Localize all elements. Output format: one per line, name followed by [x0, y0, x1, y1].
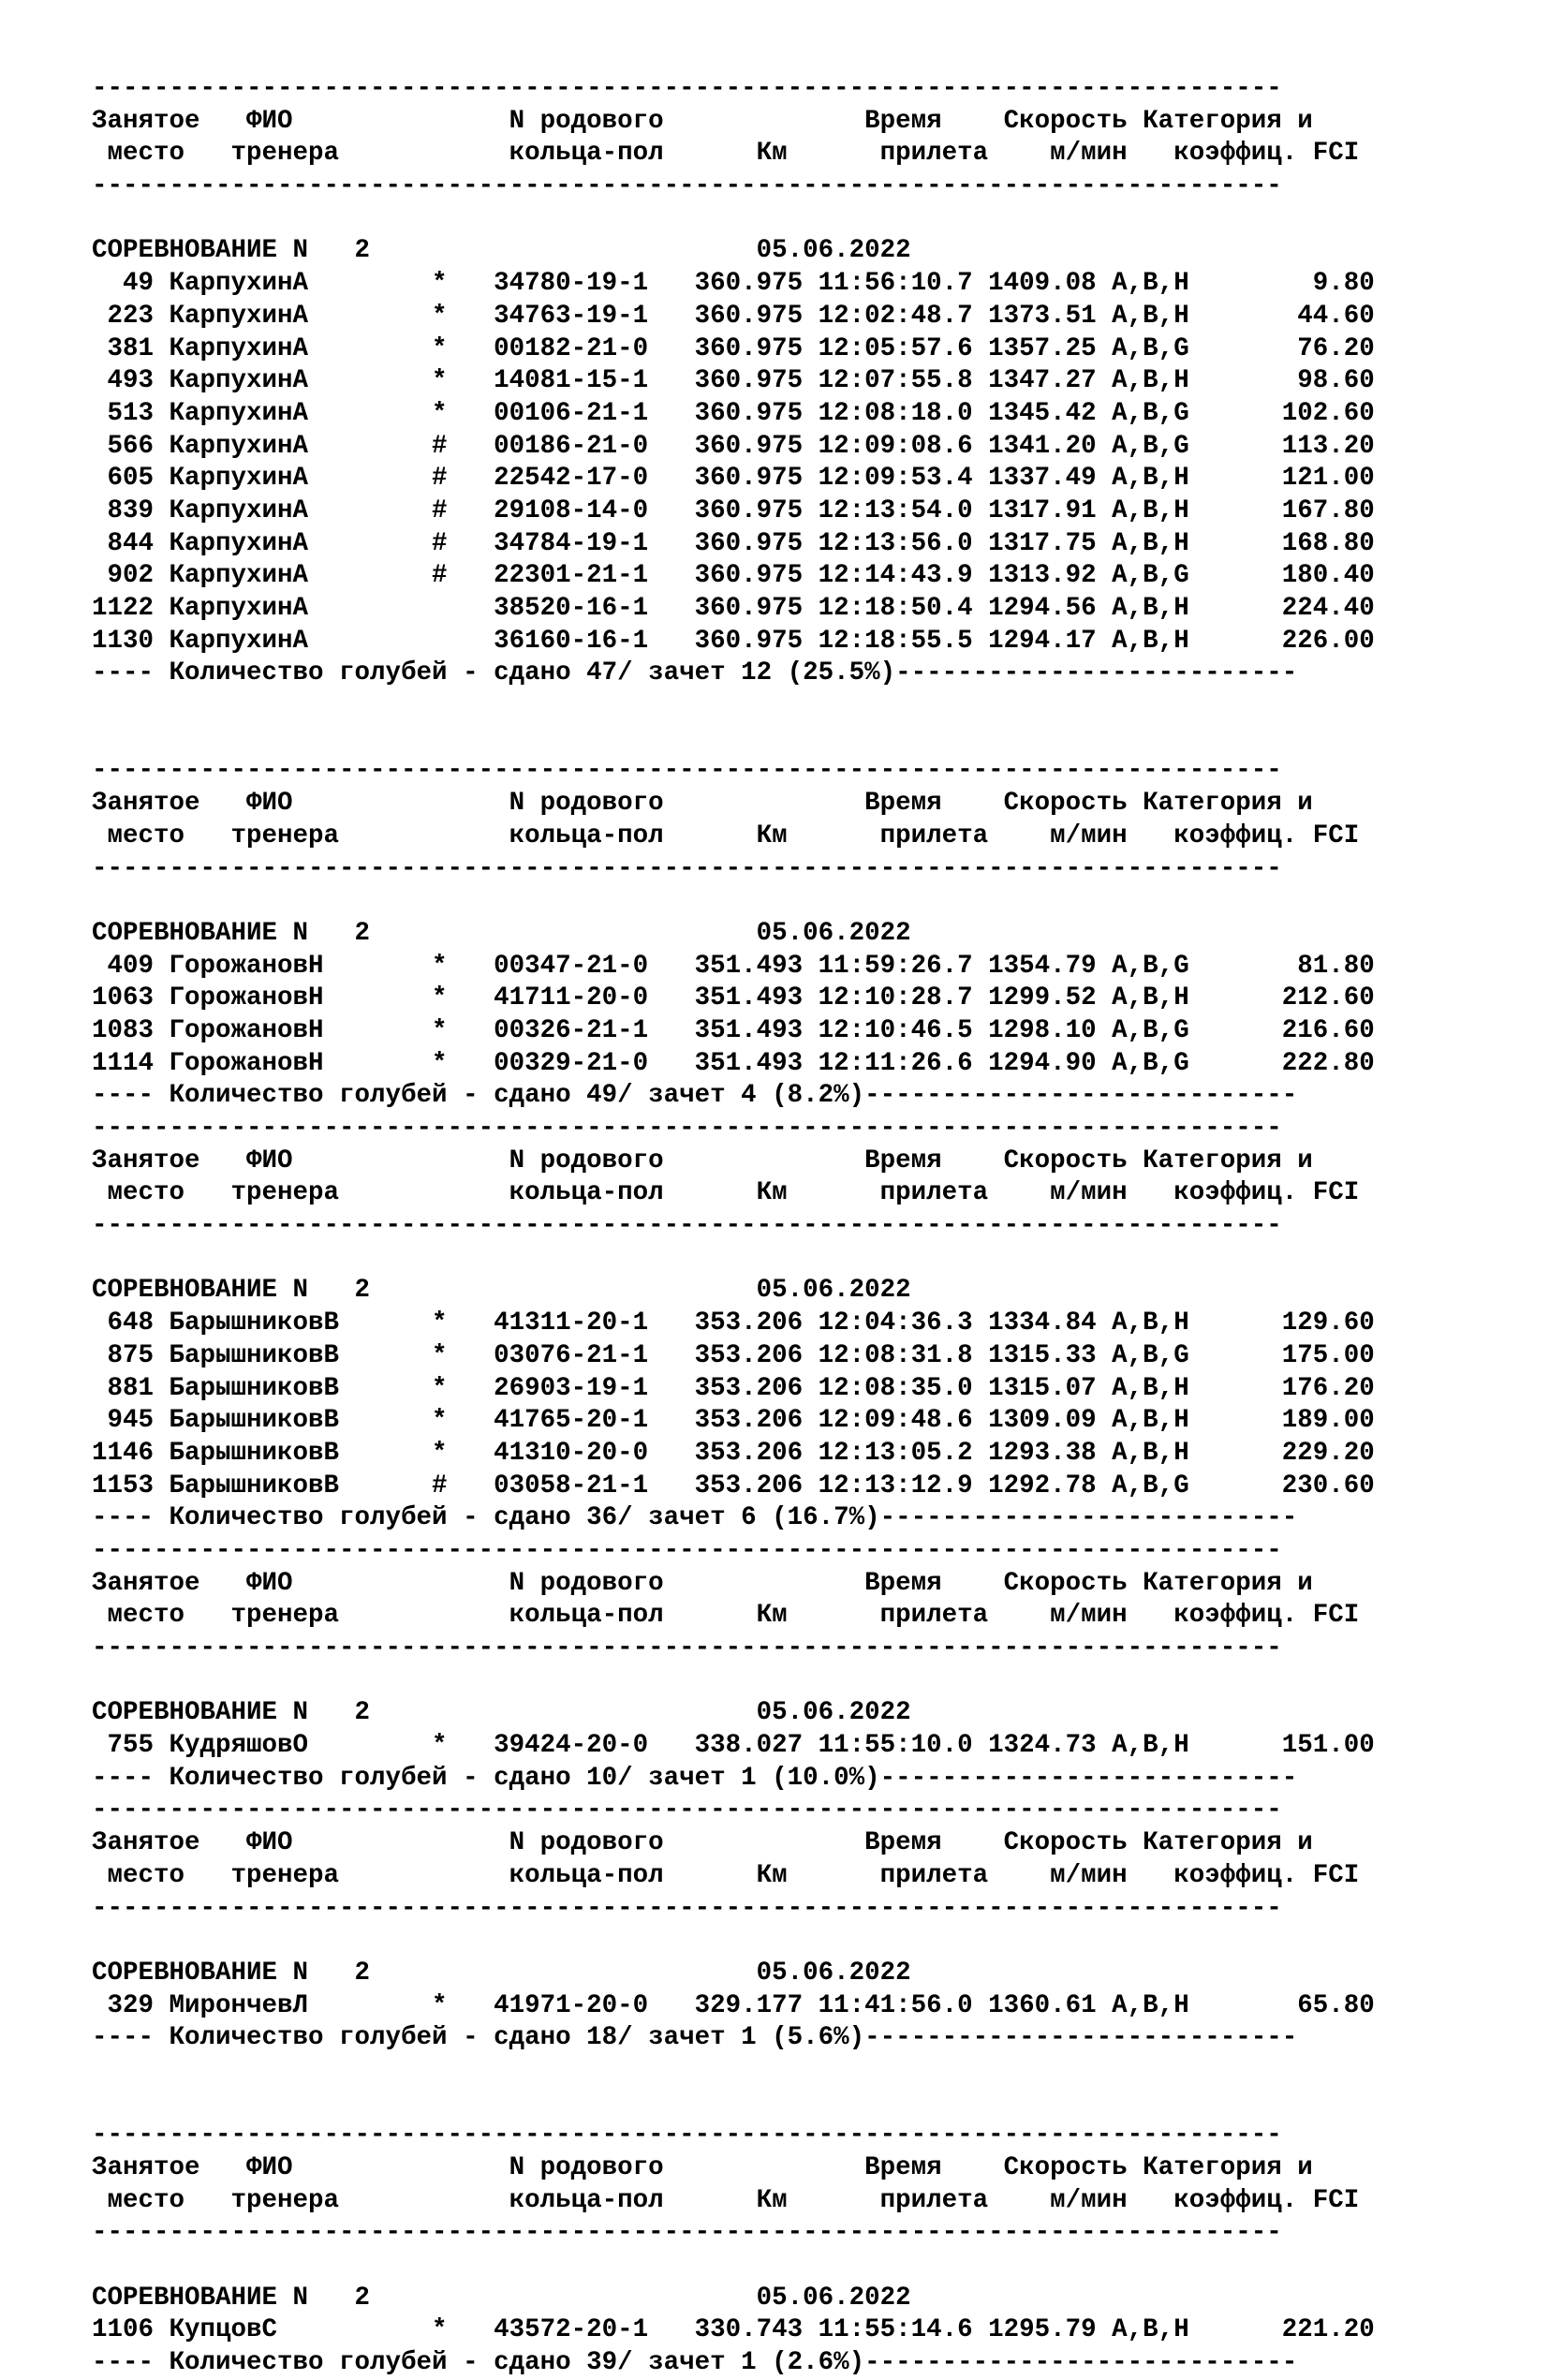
result-row: 945 БарышниковВ * 41765-20-1 353.206 12:09:48.6 1309.09 A,B,H 189.00	[92, 1406, 1375, 1436]
blank-line	[92, 203, 1375, 236]
section-summary: ---- Количество голубей - сдано 10/ зачет 1 (10.0%)---------------------------	[92, 1763, 1298, 1793]
blank-line	[92, 1925, 1375, 1958]
blank-line	[92, 885, 1375, 918]
result-row: 329 МирончевЛ * 41971-20-0 329.177 11:41:56.0 1360.61 A,B,H 65.80	[92, 1990, 1375, 2020]
result-row: 755 КудряшовО * 39424-20-0 338.027 11:55:10.0 1324.73 A,B,H 151.00	[92, 1731, 1375, 1761]
result-row: 1153 БарышниковВ # 03058-21-1 353.206 12:13:12.9 1292.78 A,B,G 230.60	[92, 1471, 1375, 1500]
blank-line	[92, 2250, 1375, 2283]
result-row: 513 КарпухинА * 00106-21-1 360.975 12:08:18.0 1345.42 A,B,G 102.60	[92, 398, 1375, 428]
results-report	[92, 73, 1375, 2380]
result-row: 381 КарпухинА * 00182-21-0 360.975 12:05:57.6 1357.25 A,B,G 76.20	[92, 333, 1375, 363]
result-row: 605 КарпухинА # 22542-17-0 360.975 12:09:53.4 1337.49 A,B,H 121.00	[92, 464, 1375, 494]
section-summary: ---- Количество голубей - сдано 39/ зачет 1 (2.6%)----------------------------	[92, 2348, 1298, 2378]
result-row: 1063 ГорожановН * 41711-20-0 351.493 12:10:28.7 1299.52 A,B,H 212.60	[92, 983, 1375, 1013]
section-summary: ---- Количество голубей - сдано 47/ зачет 12 (25.5%)--------------------------	[92, 658, 1298, 688]
column-header-row-2: место тренера кольца-пол Км прилета м/мин коэффиц. FCI	[92, 1178, 1360, 1208]
blank-line	[92, 1665, 1375, 1698]
separator-line: -----------------------------------------------------------------------------	[92, 2218, 1282, 2248]
competition-title: СОРЕВНОВАНИЕ N 2 05.06.2022	[92, 1698, 911, 1728]
competition-title: СОРЕВНОВАНИЕ N 2 05.06.2022	[92, 918, 911, 948]
result-row: 881 БарышниковВ * 26903-19-1 353.206 12:08:35.0 1315.07 A,B,H 176.20	[92, 1373, 1375, 1403]
column-header-row-2: место тренера кольца-пол Км прилета м/мин коэффиц. FCI	[92, 1601, 1360, 1631]
result-row: 1114 ГорожановН * 00329-21-0 351.493 12:11:26.6 1294.90 A,B,G 222.80	[92, 1048, 1375, 1078]
result-row: 493 КарпухинА * 14081-15-1 360.975 12:07:55.8 1347.27 A,B,H 98.60	[92, 366, 1375, 396]
separator-line: -----------------------------------------------------------------------------	[92, 1893, 1282, 1923]
result-row: 902 КарпухинА # 22301-21-1 360.975 12:14:43.9 1313.92 A,B,G 180.40	[92, 561, 1375, 591]
separator-line: -----------------------------------------------------------------------------	[92, 1633, 1282, 1663]
result-row: 1130 КарпухинА 36160-16-1 360.975 12:18:55.5 1294.17 A,B,H 226.00	[92, 626, 1375, 656]
section-summary: ---- Количество голубей - сдано 18/ зачет 1 (5.6%)----------------------------	[92, 2023, 1298, 2053]
blank-line	[92, 723, 1375, 756]
separator-line: -----------------------------------------------------------------------------	[92, 74, 1282, 103]
separator-line: -----------------------------------------------------------------------------	[92, 1211, 1282, 1241]
blank-line	[92, 690, 1375, 723]
separator-line: -----------------------------------------------------------------------------	[92, 1114, 1282, 1143]
competition-title: СОРЕВНОВАНИЕ N 2 05.06.2022	[92, 1958, 911, 1988]
result-row: 223 КарпухинА * 34763-19-1 360.975 12:02:48.7 1373.51 A,B,H 44.60	[92, 301, 1375, 331]
column-header-row-1: Занятое ФИО N родового Время Скорость Категория и	[92, 2153, 1313, 2182]
separator-line: -----------------------------------------------------------------------------	[92, 2121, 1282, 2151]
competition-title: СОРЕВНОВАНИЕ N 2 05.06.2022	[92, 1276, 911, 1306]
column-header-row-2: место тренера кольца-пол Км прилета м/мин коэффиц. FCI	[92, 2185, 1360, 2215]
section-summary: ---- Количество голубей - сдано 36/ зачет 6 (16.7%)---------------------------	[92, 1503, 1298, 1533]
column-header-row-1: Занятое ФИО N родового Время Скорость Категория и	[92, 789, 1313, 819]
result-row: 1083 ГорожановН * 00326-21-1 351.493 12:10:46.5 1298.10 A,B,G 216.60	[92, 1015, 1375, 1045]
result-row: 648 БарышниковВ * 41311-20-1 353.206 12:04:36.3 1334.84 A,B,H 129.60	[92, 1308, 1375, 1338]
result-row: 1146 БарышниковВ * 41310-20-0 353.206 12:13:05.2 1293.38 A,B,H 229.20	[92, 1438, 1375, 1468]
column-header-row-1: Занятое ФИО N родового Время Скорость Категория и	[92, 1828, 1313, 1858]
blank-line	[92, 2055, 1375, 2088]
column-header-row-2: место тренера кольца-пол Км прилета м/мин коэффиц. FCI	[92, 1860, 1360, 1890]
competition-title: СОРЕВНОВАНИЕ N 2 05.06.2022	[92, 2283, 911, 2313]
result-row: 839 КарпухинА # 29108-14-0 360.975 12:13:54.0 1317.91 A,B,H 167.80	[92, 495, 1375, 525]
blank-line	[92, 2088, 1375, 2121]
result-row: 409 ГорожановН * 00347-21-0 351.493 11:59:26.7 1354.79 A,B,G 81.80	[92, 951, 1375, 981]
separator-line: -----------------------------------------------------------------------------	[92, 1535, 1282, 1565]
result-row: 49 КарпухинА * 34780-19-1 360.975 11:56:10.7 1409.08 A,B,H 9.80	[92, 269, 1375, 299]
column-header-row-2: место тренера кольца-пол Км прилета м/мин коэффиц. FCI	[92, 139, 1360, 169]
separator-line: -----------------------------------------------------------------------------	[92, 853, 1282, 883]
separator-line: -----------------------------------------------------------------------------	[92, 756, 1282, 786]
column-header-row-1: Занятое ФИО N родового Время Скорость Категория и	[92, 1568, 1313, 1598]
separator-line: -----------------------------------------------------------------------------	[92, 1796, 1282, 1826]
result-row: 875 БарышниковВ * 03076-21-1 353.206 12:08:31.8 1315.33 A,B,G 175.00	[92, 1340, 1375, 1370]
blank-line	[92, 1243, 1375, 1276]
result-row: 844 КарпухинА # 34784-19-1 360.975 12:13:56.0 1317.75 A,B,H 168.80	[92, 528, 1375, 558]
result-row: 566 КарпухинА # 00186-21-0 360.975 12:09:08.6 1341.20 A,B,G 113.20	[92, 431, 1375, 461]
result-row: 1122 КарпухинА 38520-16-1 360.975 12:18:50.4 1294.56 A,B,H 224.40	[92, 594, 1375, 623]
column-header-row-1: Занятое ФИО N родового Время Скорость Категория и	[92, 106, 1313, 136]
separator-line: -----------------------------------------------------------------------------	[92, 171, 1282, 201]
competition-title: СОРЕВНОВАНИЕ N 2 05.06.2022	[92, 236, 911, 266]
column-header-row-2: место тренера кольца-пол Км прилета м/мин коэффиц. FCI	[92, 820, 1360, 850]
section-summary: ---- Количество голубей - сдано 49/ зачет 4 (8.2%)----------------------------	[92, 1081, 1298, 1111]
result-row: 1106 КупцовС * 43572-20-1 330.743 11:55:14.6 1295.79 A,B,H 221.20	[92, 2315, 1375, 2345]
column-header-row-1: Занятое ФИО N родового Время Скорость Категория и	[92, 1146, 1313, 1175]
